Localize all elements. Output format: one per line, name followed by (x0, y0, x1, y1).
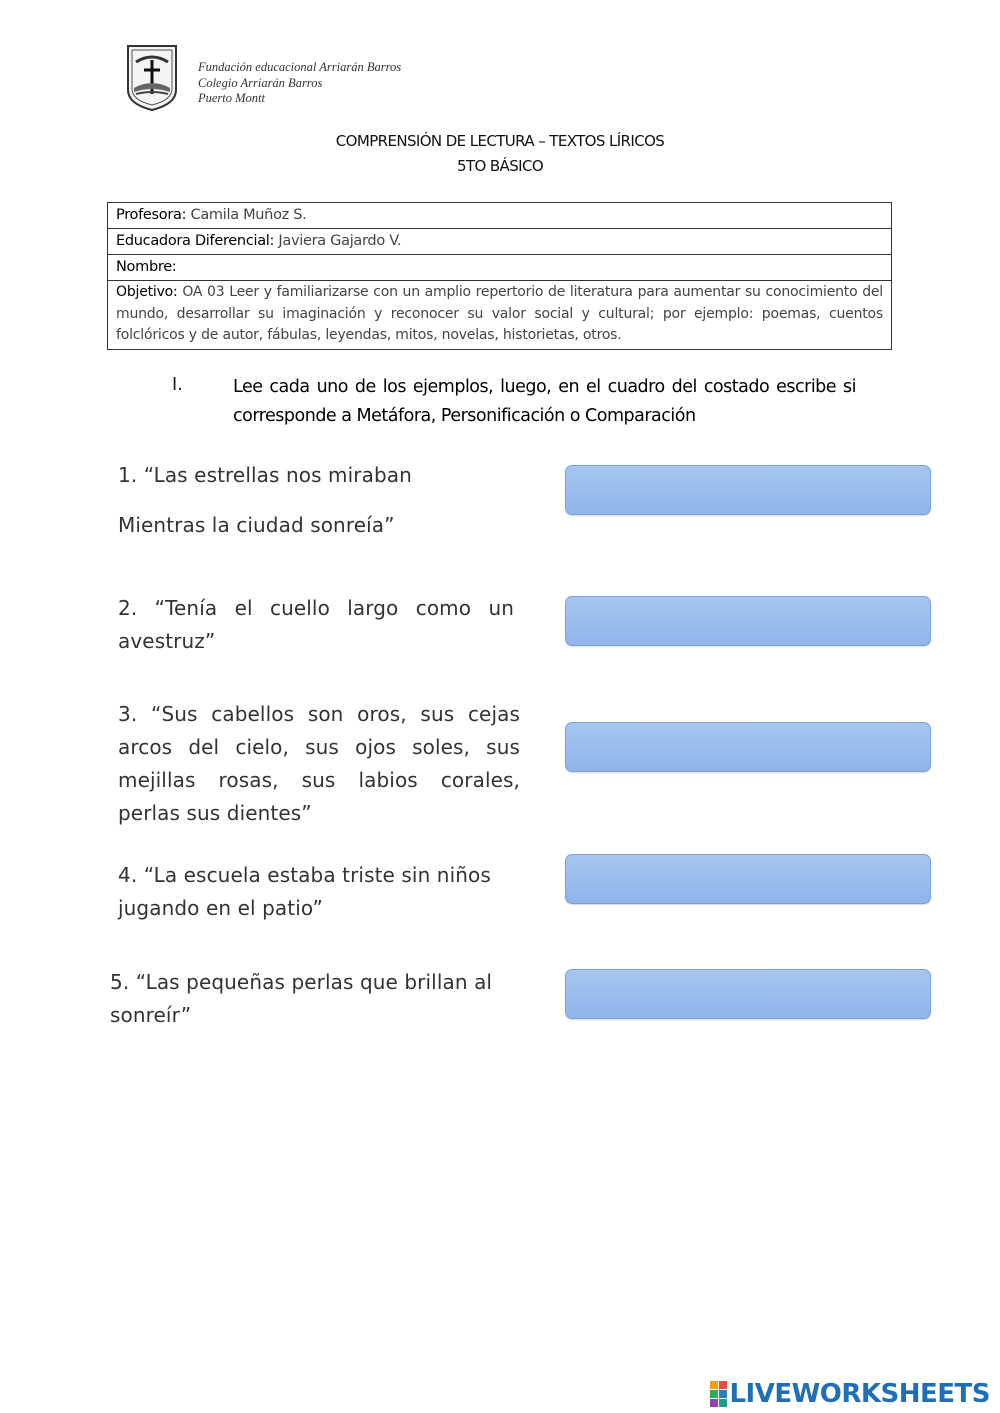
info-table (107, 202, 892, 350)
liveworksheets-icon (710, 1381, 727, 1407)
example-5: 5. “Las pequeñas perlas que brillan al sonreír” (110, 970, 493, 1027)
educadora-label: Educadora Diferencial: (116, 233, 275, 249)
answer-box-5[interactable] (565, 969, 931, 1019)
answer-box-1[interactable] (565, 465, 931, 515)
answer-box-4[interactable] (565, 854, 931, 904)
page-subtitle: 5TO BÁSICO (456, 157, 544, 175)
liveworksheets-brand: LIVEWORKSHEETS (729, 1379, 990, 1409)
example-4: 4. “La escuela estaba triste sin niños jugando en el patio” (118, 863, 491, 920)
educadora-row (108, 229, 892, 255)
example-2: 2. “Tenía el cuello largo como un avestruz” (118, 596, 514, 653)
educadora-value: Javiera Gajardo V. (274, 233, 402, 249)
section-number: I. (172, 375, 183, 395)
page-title: COMPRENSIÓN DE LECTURA – TEXTOS LÍRICOS (335, 132, 665, 150)
nombre-row (108, 255, 892, 281)
objetivo-label: Objetivo: (116, 284, 178, 300)
example-1-line-1: 1. “Las estrellas nos miraban (118, 463, 412, 487)
answer-box-3[interactable] (565, 722, 931, 772)
objetivo-value: OA 03 Leer y familiarizarse con un amplio repertorio de literatura para aumentar su conocimiento del mundo, desarrollar su imaginación y reconocer su valor social y cultural; por ejemplo: poemas, cuentos folclóricos y de autor, fábulas, leyendas, mitos, novelas, historietas, otros. (116, 284, 883, 343)
school-info (198, 60, 401, 107)
nombre-label: Nombre: (116, 259, 177, 275)
profesora-value: Camila Muñoz S. (186, 207, 307, 223)
school-name: Colegio Arriarán Barros (198, 75, 323, 90)
school-crest-logo (124, 42, 180, 112)
profesora-row (108, 203, 892, 229)
school-foundation: Fundación educacional Arriarán Barros (198, 60, 402, 74)
nombre-field[interactable] (108, 255, 892, 281)
school-city: Puerto Montt (198, 91, 266, 105)
liveworksheets-logo (710, 1379, 990, 1409)
section-instruction: Lee cada uno de los ejemplos, luego, en el cuadro del costado escribe si corresponde a Metáfora, Personificación o Comparación (233, 377, 856, 426)
objetivo-row (108, 281, 892, 350)
answer-box-2[interactable] (565, 596, 931, 646)
example-1-line-2: Mientras la ciudad sonreía” (118, 513, 395, 537)
profesora-label: Profesora: (116, 207, 187, 223)
example-3: 3. “Sus cabellos son oros, sus cejas arcos del cielo, sus ojos soles, sus mejillas rosas, sus labios corales, perlas sus dientes” (118, 702, 520, 825)
